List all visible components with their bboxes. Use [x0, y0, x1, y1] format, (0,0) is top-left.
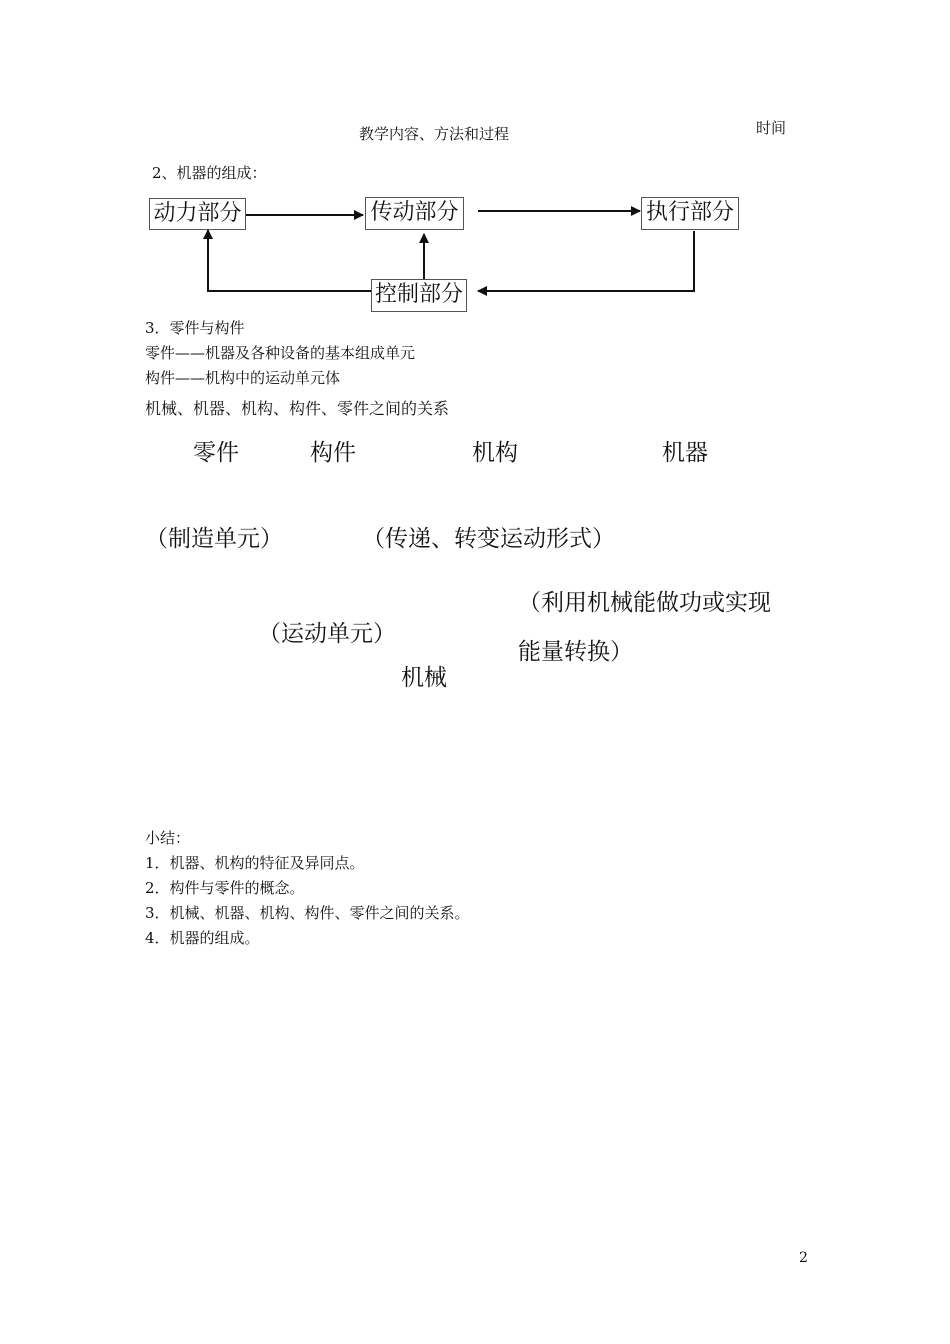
term-part: 零件 [193, 440, 239, 466]
arrow-execution-to-control [478, 231, 694, 291]
transmission-part-box: 传动部分 [365, 197, 464, 230]
note-use-energy-line1: （利用机械能做功或实现 [518, 590, 771, 616]
note-use-energy-line2: 能量转换） [518, 639, 633, 665]
page-header-title: 教学内容、方法和过程 [359, 125, 510, 143]
power-part-box: 动力部分 [149, 198, 246, 230]
relation-title: 机械、机器、机构、构件、零件之间的关系 [145, 399, 450, 418]
definition-part: 零件——机器及各种设备的基本组成单元 [145, 344, 416, 362]
summary-title: 小结： [145, 829, 191, 847]
term-component: 构件 [310, 440, 356, 466]
arrow-control-to-power [208, 230, 371, 291]
note-motion-unit: （运动单元） [258, 621, 396, 647]
definition-component: 构件——机构中的运动单元体 [145, 369, 341, 387]
execution-part-box: 执行部分 [641, 197, 739, 230]
summary-item: 2．构件与零件的概念。 [145, 879, 305, 897]
section-parts-components-heading: 3．零件与构件 [145, 319, 245, 337]
summary-item: 4．机器的组成。 [145, 929, 260, 947]
term-mechanism: 机构 [472, 440, 518, 466]
term-machinery: 机械 [401, 665, 447, 691]
summary-item: 3．机械、机器、机构、构件、零件之间的关系。 [145, 904, 470, 922]
section-machine-composition-heading: 2、机器的组成： [152, 164, 267, 182]
note-manufacturing-unit: （制造单元） [145, 526, 283, 552]
note-transmit-motion: （传递、转变运动形式） [362, 526, 615, 552]
page-number: 2 [799, 1250, 808, 1266]
control-part-box: 控制部分 [371, 279, 467, 312]
summary-item: 1．机器、机构的特征及异同点。 [145, 854, 365, 872]
time-column-label: 时间 [756, 119, 787, 137]
term-machine: 机器 [662, 440, 708, 466]
